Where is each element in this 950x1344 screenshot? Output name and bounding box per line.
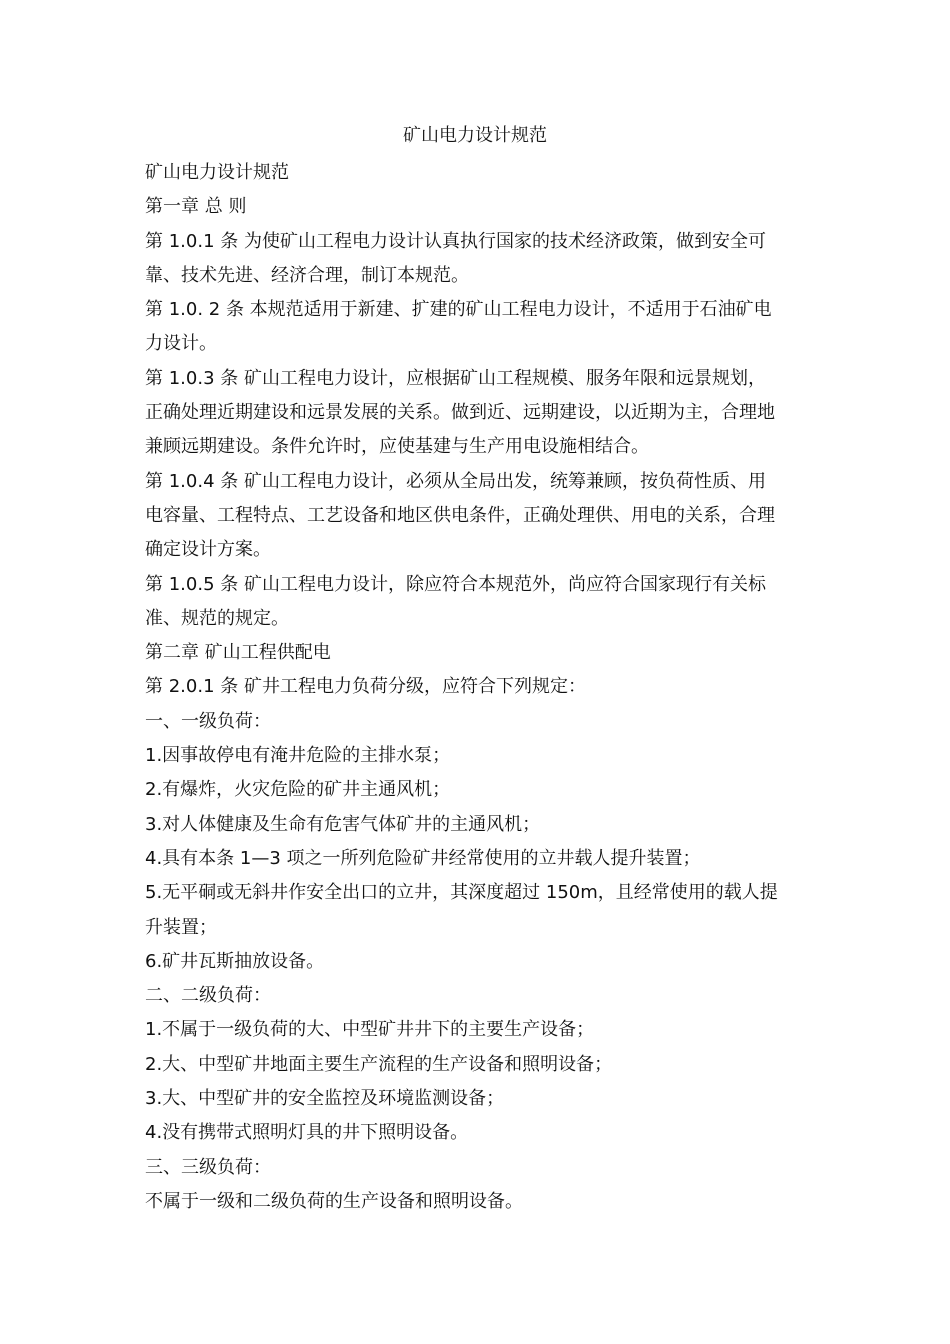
article-1-0-5-line-1: 第 1.0.5 条 矿山工程电力设计，除应符合本规范外，尚应符合国家现行有关标 <box>145 573 766 595</box>
article-1-0-4-line-3: 确定设计方案。 <box>145 539 271 561</box>
level-1-item-2: 2.有爆炸，火灾危险的矿井主通风机； <box>145 779 451 801</box>
article-2-0-1-line-1: 第 2.0.1 条 矿井工程电力负荷分级，应符合下列规定： <box>145 676 586 698</box>
level-2-item-1: 1.不属于一级负荷的大、中型矿井井下的主要生产设备； <box>145 1019 595 1041</box>
article-1-0-1-line-1: 第 1.0.1 条 为使矿山工程电力设计认真执行国家的技术经济政策，做到安全可 <box>145 230 766 252</box>
level-1-item-3: 3.对人体健康及生命有危害气体矿井的主通风机； <box>145 813 541 835</box>
level-1-item-5-line-1: 5.无平硐或无斜井作安全出口的立井，其深度超过 150m，且经常使用的载人提 <box>145 882 778 904</box>
level-2-item-3: 3.大、中型矿井的安全监控及环境监测设备； <box>145 1088 505 1110</box>
level-1-load-heading: 一、一级负荷： <box>145 710 271 732</box>
article-1-0-2-line-1: 第 1.0. 2 条 本规范适用于新建、扩建的矿山工程电力设计，不适用于石油矿电 <box>145 299 772 321</box>
article-1-0-4-line-2: 电容量、工程特点、工艺设备和地区供电条件，正确处理供、用电的关系，合理 <box>145 504 775 526</box>
level-2-item-4: 4.没有携带式照明灯具的井下照明设备。 <box>145 1122 469 1144</box>
level-2-load-heading: 二、二级负荷： <box>145 985 271 1007</box>
level-1-item-4: 4.具有本条 1—3 项之一所列危险矿井经常使用的立井载人提升装置； <box>145 847 701 869</box>
document-title: 矿山电力设计规范 <box>403 125 547 146</box>
article-1-0-1-line-2: 靠、技术先进、经济合理，制订本规范。 <box>145 264 469 286</box>
level-3-load-heading: 三、三级负荷： <box>145 1156 271 1178</box>
heading-doc-name: 矿山电力设计规范 <box>145 162 289 183</box>
article-1-0-5-line-2: 准、规范的规定。 <box>145 607 289 629</box>
chapter-2-heading: 第二章 矿山工程供配电 <box>145 642 331 664</box>
article-1-0-3-line-1: 第 1.0.3 条 矿山工程电力设计，应根据矿山工程规模、服务年限和远景规划， <box>145 367 766 389</box>
level-1-item-6: 6.矿井瓦斯抽放设备。 <box>145 950 325 972</box>
article-1-0-3-line-2: 正确处理近期建设和远景发展的关系。做到近、远期建设，以近期为主，合理地 <box>145 402 775 424</box>
article-1-0-4-line-1: 第 1.0.4 条 矿山工程电力设计，必须从全局出发，统筹兼顾，按负荷性质、用 <box>145 470 766 492</box>
article-1-0-2-line-2: 力设计。 <box>145 333 217 355</box>
chapter-1-heading: 第一章 总 则 <box>145 196 247 218</box>
article-1-0-3-line-3: 兼顾远期建设。条件允许时，应使基建与生产用电设施相结合。 <box>145 436 649 458</box>
document-body <box>145 156 813 1219</box>
level-3-item-1: 不属于一级和二级负荷的生产设备和照明设备。 <box>145 1190 523 1212</box>
level-2-item-2: 2.大、中型矿井地面主要生产流程的生产设备和照明设备； <box>145 1053 613 1075</box>
level-1-item-1: 1.因事故停电有淹井危险的主排水泵； <box>145 745 451 767</box>
level-1-item-5-line-2: 升装置； <box>145 916 217 938</box>
